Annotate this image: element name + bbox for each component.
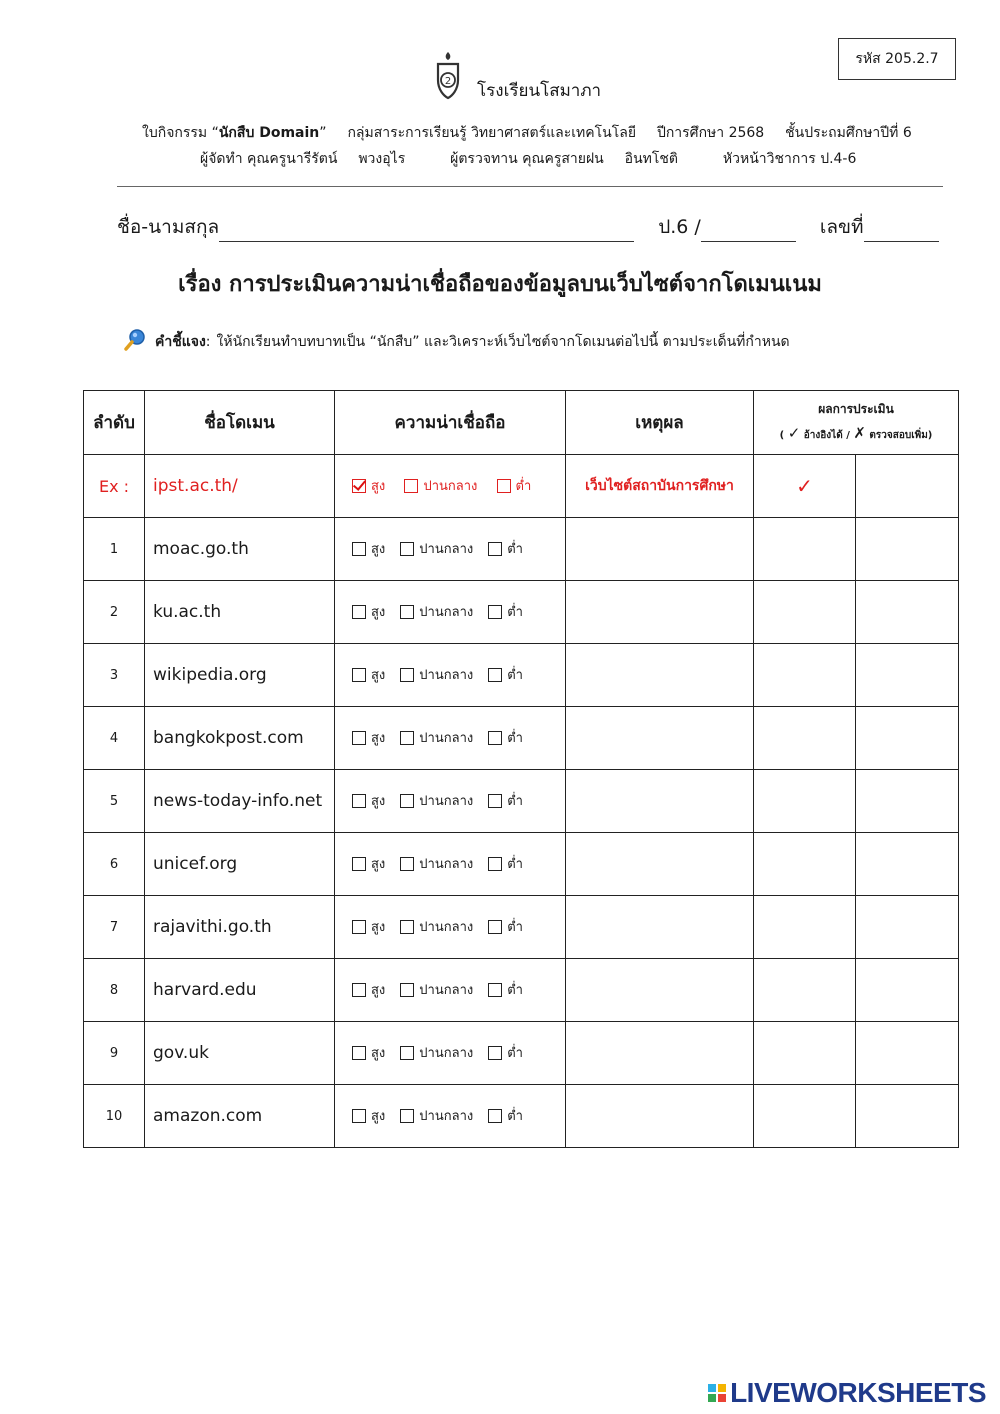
- header-divider: [117, 186, 943, 187]
- option-low[interactable]: [488, 916, 523, 937]
- table-row: [84, 644, 959, 707]
- row-domain: harvard.edu: [145, 959, 335, 1022]
- option-low[interactable]: [488, 1042, 523, 1063]
- option-label: ปานกลาง: [419, 983, 474, 999]
- row-no: 6: [84, 833, 145, 896]
- option-medium[interactable]: [400, 1105, 473, 1126]
- checkbox-icon[interactable]: [352, 983, 366, 997]
- activity-name: นักสืบ Domain: [218, 125, 320, 141]
- table-row: [84, 581, 959, 644]
- reviewer: ผู้ตรวจทาน คุณครูสายฝน: [450, 151, 604, 167]
- option-label: ปานกลาง: [419, 668, 474, 684]
- row-domain: amazon.com: [145, 1085, 335, 1148]
- option-medium[interactable]: [400, 664, 473, 685]
- row-domain: ku.ac.th: [145, 581, 335, 644]
- number-field[interactable]: [864, 221, 939, 242]
- cross-mark-icon: ✗: [853, 424, 866, 442]
- grade-level: ชั้นประถมศึกษาปีที่ 6: [785, 125, 912, 141]
- reason-cell[interactable]: [566, 581, 754, 644]
- option-label: ปานกลาง: [419, 731, 474, 747]
- row-no: 1: [84, 518, 145, 581]
- option-label: ต่ำ: [507, 920, 523, 936]
- example-recheck: [856, 455, 959, 518]
- svg-text:2: 2: [444, 76, 452, 87]
- option-label: ปานกลาง: [419, 794, 474, 810]
- option-low[interactable]: [488, 727, 523, 748]
- checkbox-icon[interactable]: [352, 731, 366, 745]
- option-medium[interactable]: [400, 979, 473, 1000]
- option-label: ต่ำ: [507, 1046, 523, 1062]
- row-domain: news-today-info.net: [145, 770, 335, 833]
- magnifier-icon: [123, 328, 147, 356]
- option-label: ปานกลาง: [419, 605, 474, 621]
- row-credibility: [335, 1085, 566, 1148]
- option-label: ต่ำ: [515, 479, 532, 495]
- option-medium[interactable]: [400, 727, 473, 748]
- option-label: ปานกลาง: [419, 920, 474, 936]
- option-medium[interactable]: [400, 790, 473, 811]
- option-low[interactable]: [488, 1105, 523, 1126]
- option-high[interactable]: [352, 790, 385, 811]
- table-row: [84, 1022, 959, 1085]
- option-high[interactable]: [352, 1105, 385, 1126]
- table-row: [84, 518, 959, 581]
- recheck-cell[interactable]: [856, 581, 959, 644]
- class-field[interactable]: [701, 221, 796, 242]
- row-no: 7: [84, 896, 145, 959]
- option-high[interactable]: [352, 916, 385, 937]
- option-label: สูง: [371, 857, 386, 873]
- referable-cell[interactable]: [754, 1085, 856, 1148]
- option-label: ต่ำ: [507, 857, 523, 873]
- row-credibility: [335, 581, 566, 644]
- row-domain: bangkokpost.com: [145, 707, 335, 770]
- checkbox-icon[interactable]: [488, 920, 502, 934]
- name-field[interactable]: [219, 221, 634, 242]
- reason-cell[interactable]: [566, 959, 754, 1022]
- checkbox-icon[interactable]: [488, 731, 502, 745]
- header-credibility: ความน่าเชื่อถือ: [335, 391, 566, 455]
- option-high[interactable]: [352, 664, 385, 685]
- option-high[interactable]: [352, 853, 385, 874]
- referable-cell[interactable]: [754, 833, 856, 896]
- referable-cell[interactable]: [754, 896, 856, 959]
- instruction-line: [123, 328, 790, 356]
- recheck-cell[interactable]: [856, 707, 959, 770]
- instruction-label: คำชี้แจง: [155, 334, 206, 350]
- reason-cell[interactable]: [566, 644, 754, 707]
- checkbox-icon[interactable]: [400, 794, 414, 808]
- option-high[interactable]: [352, 601, 385, 622]
- document-code: รหัส 205.2.7: [838, 38, 956, 80]
- option-label: ต่ำ: [507, 983, 523, 999]
- option-label: สูง: [371, 1109, 386, 1125]
- checkbox-icon[interactable]: [400, 857, 414, 871]
- row-credibility: [335, 1022, 566, 1085]
- checkbox-icon[interactable]: [352, 794, 366, 808]
- brand-text: LIVEWORKSHEETS: [730, 1377, 986, 1408]
- option-label: ปานกลาง: [419, 1109, 474, 1125]
- recheck-cell[interactable]: [856, 770, 959, 833]
- row-no: 2: [84, 581, 145, 644]
- row-domain: gov.uk: [145, 1022, 335, 1085]
- option-medium[interactable]: [400, 1042, 473, 1063]
- recheck-cell[interactable]: [856, 833, 959, 896]
- example-domain: ipst.ac.th/: [145, 455, 335, 518]
- option-label: ปานกลาง: [419, 857, 474, 873]
- checkbox-icon[interactable]: [352, 668, 366, 682]
- referable-cell[interactable]: [754, 518, 856, 581]
- instruction-colon: :: [205, 334, 211, 350]
- option-label: ต่ำ: [507, 1109, 523, 1125]
- legend-ok: อ้างอิงได้: [803, 430, 843, 441]
- row-no: 5: [84, 770, 145, 833]
- row-no: 4: [84, 707, 145, 770]
- referable-cell[interactable]: [754, 707, 856, 770]
- liveworksheets-icon: [708, 1384, 726, 1402]
- reviewer-surname: อินทโชติ: [624, 151, 678, 167]
- subject-group: กลุ่มสาระการเรียนรู้ วิทยาศาสตร์และเทคโนโลยี: [347, 125, 637, 141]
- referable-cell[interactable]: [754, 770, 856, 833]
- table-row: [84, 896, 959, 959]
- recheck-cell[interactable]: [856, 518, 959, 581]
- option-label: สูง: [371, 479, 386, 495]
- evaluation-title: ผลการประเมิน: [818, 402, 894, 416]
- staff-info-line: [200, 148, 856, 170]
- name-label: ชื่อ-นามสกุล: [117, 216, 220, 238]
- option-high[interactable]: [352, 538, 385, 559]
- row-credibility: [335, 644, 566, 707]
- row-no: 10: [84, 1085, 145, 1148]
- checkbox-icon[interactable]: [352, 605, 366, 619]
- option-high[interactable]: [352, 727, 385, 748]
- school-name: โรงเรียนโสมาภา: [477, 81, 602, 101]
- number-label: เลขที่: [819, 216, 864, 238]
- checkbox-icon[interactable]: [400, 731, 414, 745]
- referable-cell[interactable]: [754, 1022, 856, 1085]
- option-label: ต่ำ: [507, 542, 523, 558]
- reason-cell[interactable]: [566, 1085, 754, 1148]
- option-low: [497, 475, 532, 496]
- referable-cell[interactable]: [754, 644, 856, 707]
- checkbox-icon: [404, 479, 418, 493]
- checkbox-icon[interactable]: [488, 542, 502, 556]
- option-medium[interactable]: [400, 853, 473, 874]
- reason-cell[interactable]: [566, 833, 754, 896]
- checkbox-icon[interactable]: [352, 1109, 366, 1123]
- option-label: สูง: [371, 920, 386, 936]
- option-low[interactable]: [488, 790, 523, 811]
- row-credibility: [335, 896, 566, 959]
- referable-cell[interactable]: [754, 581, 856, 644]
- check-mark-icon: ✓: [787, 424, 801, 442]
- checkbox-icon[interactable]: [488, 857, 502, 871]
- row-no: 9: [84, 1022, 145, 1085]
- reason-cell[interactable]: [566, 770, 754, 833]
- option-label: สูง: [371, 983, 386, 999]
- option-label: ต่ำ: [507, 605, 523, 621]
- recheck-cell[interactable]: [856, 896, 959, 959]
- reason-cell[interactable]: [566, 707, 754, 770]
- evaluation-legend: [754, 421, 958, 448]
- option-label: สูง: [371, 1046, 386, 1062]
- referable-cell[interactable]: [754, 959, 856, 1022]
- header-reason: เหตุผล: [566, 391, 754, 455]
- option-label: ต่ำ: [507, 668, 523, 684]
- checked-box-icon: [352, 479, 366, 493]
- class-label: ป.6 /: [658, 216, 701, 238]
- option-label: สูง: [371, 731, 386, 747]
- table-row: [84, 707, 959, 770]
- legend-sep: /: [846, 430, 850, 441]
- table-row: [84, 833, 959, 896]
- row-domain: wikipedia.org: [145, 644, 335, 707]
- example-check: ✓: [754, 455, 856, 518]
- option-label: สูง: [371, 605, 386, 621]
- recheck-cell[interactable]: [856, 1022, 959, 1085]
- row-credibility: [335, 770, 566, 833]
- student-info-line: [117, 212, 939, 242]
- option-label: ต่ำ: [507, 794, 523, 810]
- checkbox-icon[interactable]: [352, 920, 366, 934]
- checkbox-icon[interactable]: [488, 1109, 502, 1123]
- table-row: [84, 959, 959, 1022]
- row-credibility: [335, 707, 566, 770]
- option-medium[interactable]: [400, 916, 473, 937]
- example-row: [84, 455, 959, 518]
- row-no: 8: [84, 959, 145, 1022]
- checkbox-icon: [497, 479, 511, 493]
- option-label: สูง: [371, 668, 386, 684]
- worksheet-title: เรื่อง การประเมินความน่าเชื่อถือของข้อมูลบนเว็บไซต์จากโดเมนเนม: [178, 272, 822, 297]
- option-label: สูง: [371, 542, 386, 558]
- example-credibility: [335, 455, 566, 518]
- option-label: ต่ำ: [507, 731, 523, 747]
- legend-no: ตรวจสอบเพิ่ม): [869, 430, 933, 441]
- example-no: Ex :: [84, 455, 145, 518]
- checkbox-icon[interactable]: [488, 668, 502, 682]
- option-label: ปานกลาง: [419, 1046, 474, 1062]
- header-no: ลำดับ: [84, 391, 145, 455]
- reason-cell[interactable]: [566, 896, 754, 959]
- checkbox-icon[interactable]: [400, 605, 414, 619]
- option-low[interactable]: [488, 538, 523, 559]
- academic-year: ปีการศึกษา 2568: [656, 125, 765, 141]
- legend-open: (: [779, 430, 785, 441]
- made-by-surname: พวงอุไร: [358, 151, 406, 167]
- row-credibility: [335, 518, 566, 581]
- checkbox-icon[interactable]: [400, 542, 414, 556]
- checkbox-icon[interactable]: [488, 605, 502, 619]
- option-low[interactable]: [488, 979, 523, 1000]
- activity-prefix: ใบกิจกรรม “: [142, 125, 219, 141]
- option-high[interactable]: [352, 979, 385, 1000]
- row-credibility: [335, 959, 566, 1022]
- checkbox-icon[interactable]: [488, 1046, 502, 1060]
- example-reason: เว็บไซต์สถาบันการศึกษา: [566, 455, 754, 518]
- option-low[interactable]: [488, 664, 523, 685]
- checkbox-icon[interactable]: [400, 668, 414, 682]
- option-low[interactable]: [488, 601, 523, 622]
- activity-suffix: ”: [319, 125, 327, 141]
- table-row: [84, 770, 959, 833]
- domain-evaluation-table: [83, 390, 959, 1148]
- option-medium: [404, 475, 477, 496]
- reviewer-role: หัวหน้าวิชาการ ป.4-6: [722, 151, 857, 167]
- header-domain: ชื่อโดเมน: [145, 391, 335, 455]
- option-label: ปานกลาง: [419, 542, 474, 558]
- made-by: ผู้จัดทำ คุณครูนารีรัตน์: [200, 151, 338, 167]
- option-high: [352, 475, 385, 496]
- option-medium[interactable]: [400, 538, 473, 559]
- row-domain: unicef.org: [145, 833, 335, 896]
- checkbox-icon[interactable]: [400, 983, 414, 997]
- table-row: [84, 1085, 959, 1148]
- checkbox-icon[interactable]: [488, 794, 502, 808]
- row-domain: rajavithi.go.th: [145, 896, 335, 959]
- option-high[interactable]: [352, 1042, 385, 1063]
- header-evaluation: [754, 391, 959, 455]
- school-logo-icon: [432, 50, 464, 102]
- option-label: ปานกลาง: [423, 479, 478, 495]
- activity-info-line: [142, 122, 912, 144]
- checkbox-icon[interactable]: [400, 920, 414, 934]
- row-no: 3: [84, 644, 145, 707]
- checkbox-icon[interactable]: [400, 1109, 414, 1123]
- liveworksheets-logo: [708, 1377, 986, 1409]
- option-medium[interactable]: [400, 601, 473, 622]
- row-domain: moac.go.th: [145, 518, 335, 581]
- recheck-cell[interactable]: [856, 1085, 959, 1148]
- reason-cell[interactable]: [566, 518, 754, 581]
- checkbox-icon[interactable]: [488, 983, 502, 997]
- option-label: สูง: [371, 794, 386, 810]
- option-low[interactable]: [488, 853, 523, 874]
- reason-cell[interactable]: [566, 1022, 754, 1085]
- recheck-cell[interactable]: [856, 644, 959, 707]
- checkbox-icon[interactable]: [400, 1046, 414, 1060]
- checkbox-icon[interactable]: [352, 857, 366, 871]
- row-credibility: [335, 833, 566, 896]
- checkbox-icon[interactable]: [352, 1046, 366, 1060]
- checkbox-icon[interactable]: [352, 542, 366, 556]
- recheck-cell[interactable]: [856, 959, 959, 1022]
- instruction-text: ให้นักเรียนทำบทบาทเป็น “นักสืบ” และวิเคราะห์เว็บไซต์จากโดเมนต่อไปนี้ ตามประเด็นที่กำหนด: [216, 334, 790, 350]
